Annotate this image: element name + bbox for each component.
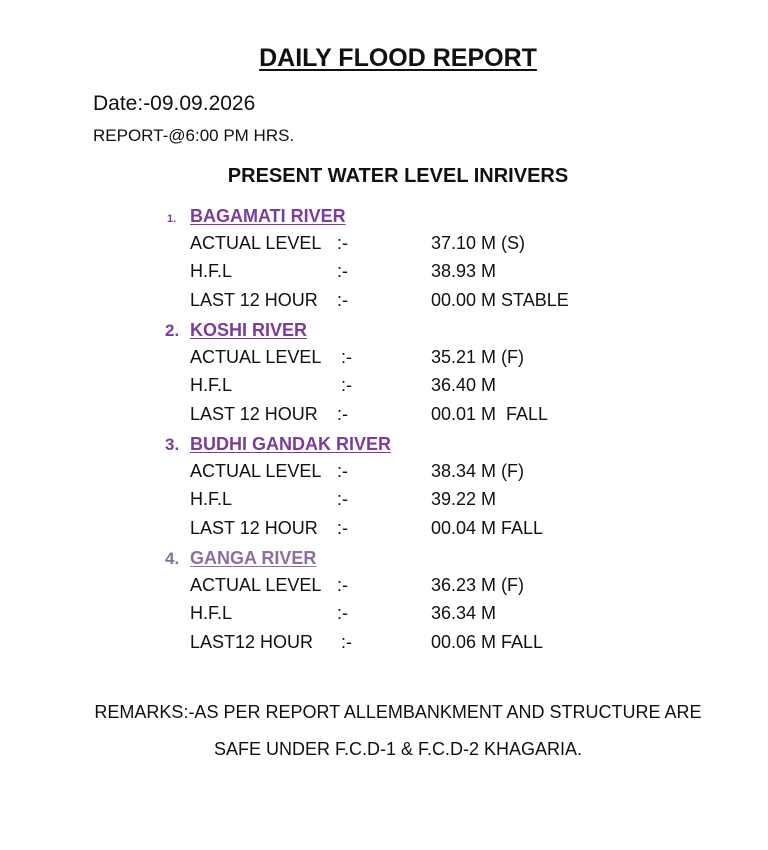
row-separator: :- [337,290,348,310]
river-number: 4. [165,549,180,568]
river-number: 3. [165,435,180,454]
row-value: 36.40 M [431,375,497,395]
report-title: DAILY FLOOD REPORT [259,44,537,72]
row-value: 00.06 M FALL [431,632,544,652]
row-value: 00.01 M FALL [431,404,549,424]
row-value: 36.34 M [431,603,497,623]
row-value: 36.23 M (F) [431,575,525,595]
row-separator: :- [337,404,348,424]
row-separator: :- [337,518,348,538]
row-separator: :- [337,461,348,481]
row-value: 38.93 M [431,261,497,281]
river-name: GANGA RIVER [190,548,317,568]
row-separator: :- [341,375,352,395]
row-separator: :- [337,575,348,595]
row-label: LAST 12 HOUR [190,404,318,424]
row-label: ACTUAL LEVEL [190,233,322,253]
row-label: H.F.L [190,375,233,395]
row-separator: :- [337,261,348,281]
row-value: 00.00 M STABLE [431,290,569,310]
remarks-line-2: SAFE UNDER F.C.D-1 & F.C.D-2 KHAGARIA. [213,739,583,759]
row-separator: :- [337,603,348,623]
river-name: KOSHI RIVER [190,320,308,340]
row-label: H.F.L [190,489,233,509]
river-entry-budhi-gandak [0,432,768,546]
report-time: REPORT-@6:00 PM HRS. [93,126,295,145]
row-label: ACTUAL LEVEL [190,575,322,595]
row-label: H.F.L [190,603,233,623]
section-heading: PRESENT WATER LEVEL INRIVERS [227,165,569,187]
row-label: LAST12 HOUR [190,632,314,652]
row-value: 39.22 M [431,489,497,509]
row-separator: :- [337,233,348,253]
row-label: LAST 12 HOUR [190,518,318,538]
row-label: ACTUAL LEVEL [190,461,322,481]
row-value: 00.04 M FALL [431,518,544,538]
row-separator: :- [341,632,352,652]
row-separator: :- [341,347,352,367]
river-entry-bagamati [0,204,768,318]
river-entry-ganga [0,546,768,660]
river-list [0,204,768,660]
river-entry-koshi [0,318,768,432]
row-label: ACTUAL LEVEL [190,347,322,367]
river-number: 2. [165,321,180,340]
river-name: BAGAMATI RIVER [190,206,346,226]
river-name: BUDHI GANDAK RIVER [190,434,392,454]
row-label: H.F.L [190,261,233,281]
row-label: LAST 12 HOUR [190,290,318,310]
row-value: 37.10 M (S) [431,233,526,253]
row-value: 38.34 M (F) [431,461,525,481]
report-date: Date:-09.09.2026 [93,92,256,115]
remarks-line-1: REMARKS:-AS PER REPORT ALLEMBANKMENT AND STRUCTURE ARE [94,702,702,722]
row-value: 35.21 M (F) [431,347,525,367]
row-separator: :- [337,489,348,509]
river-number: 1. [167,213,177,225]
